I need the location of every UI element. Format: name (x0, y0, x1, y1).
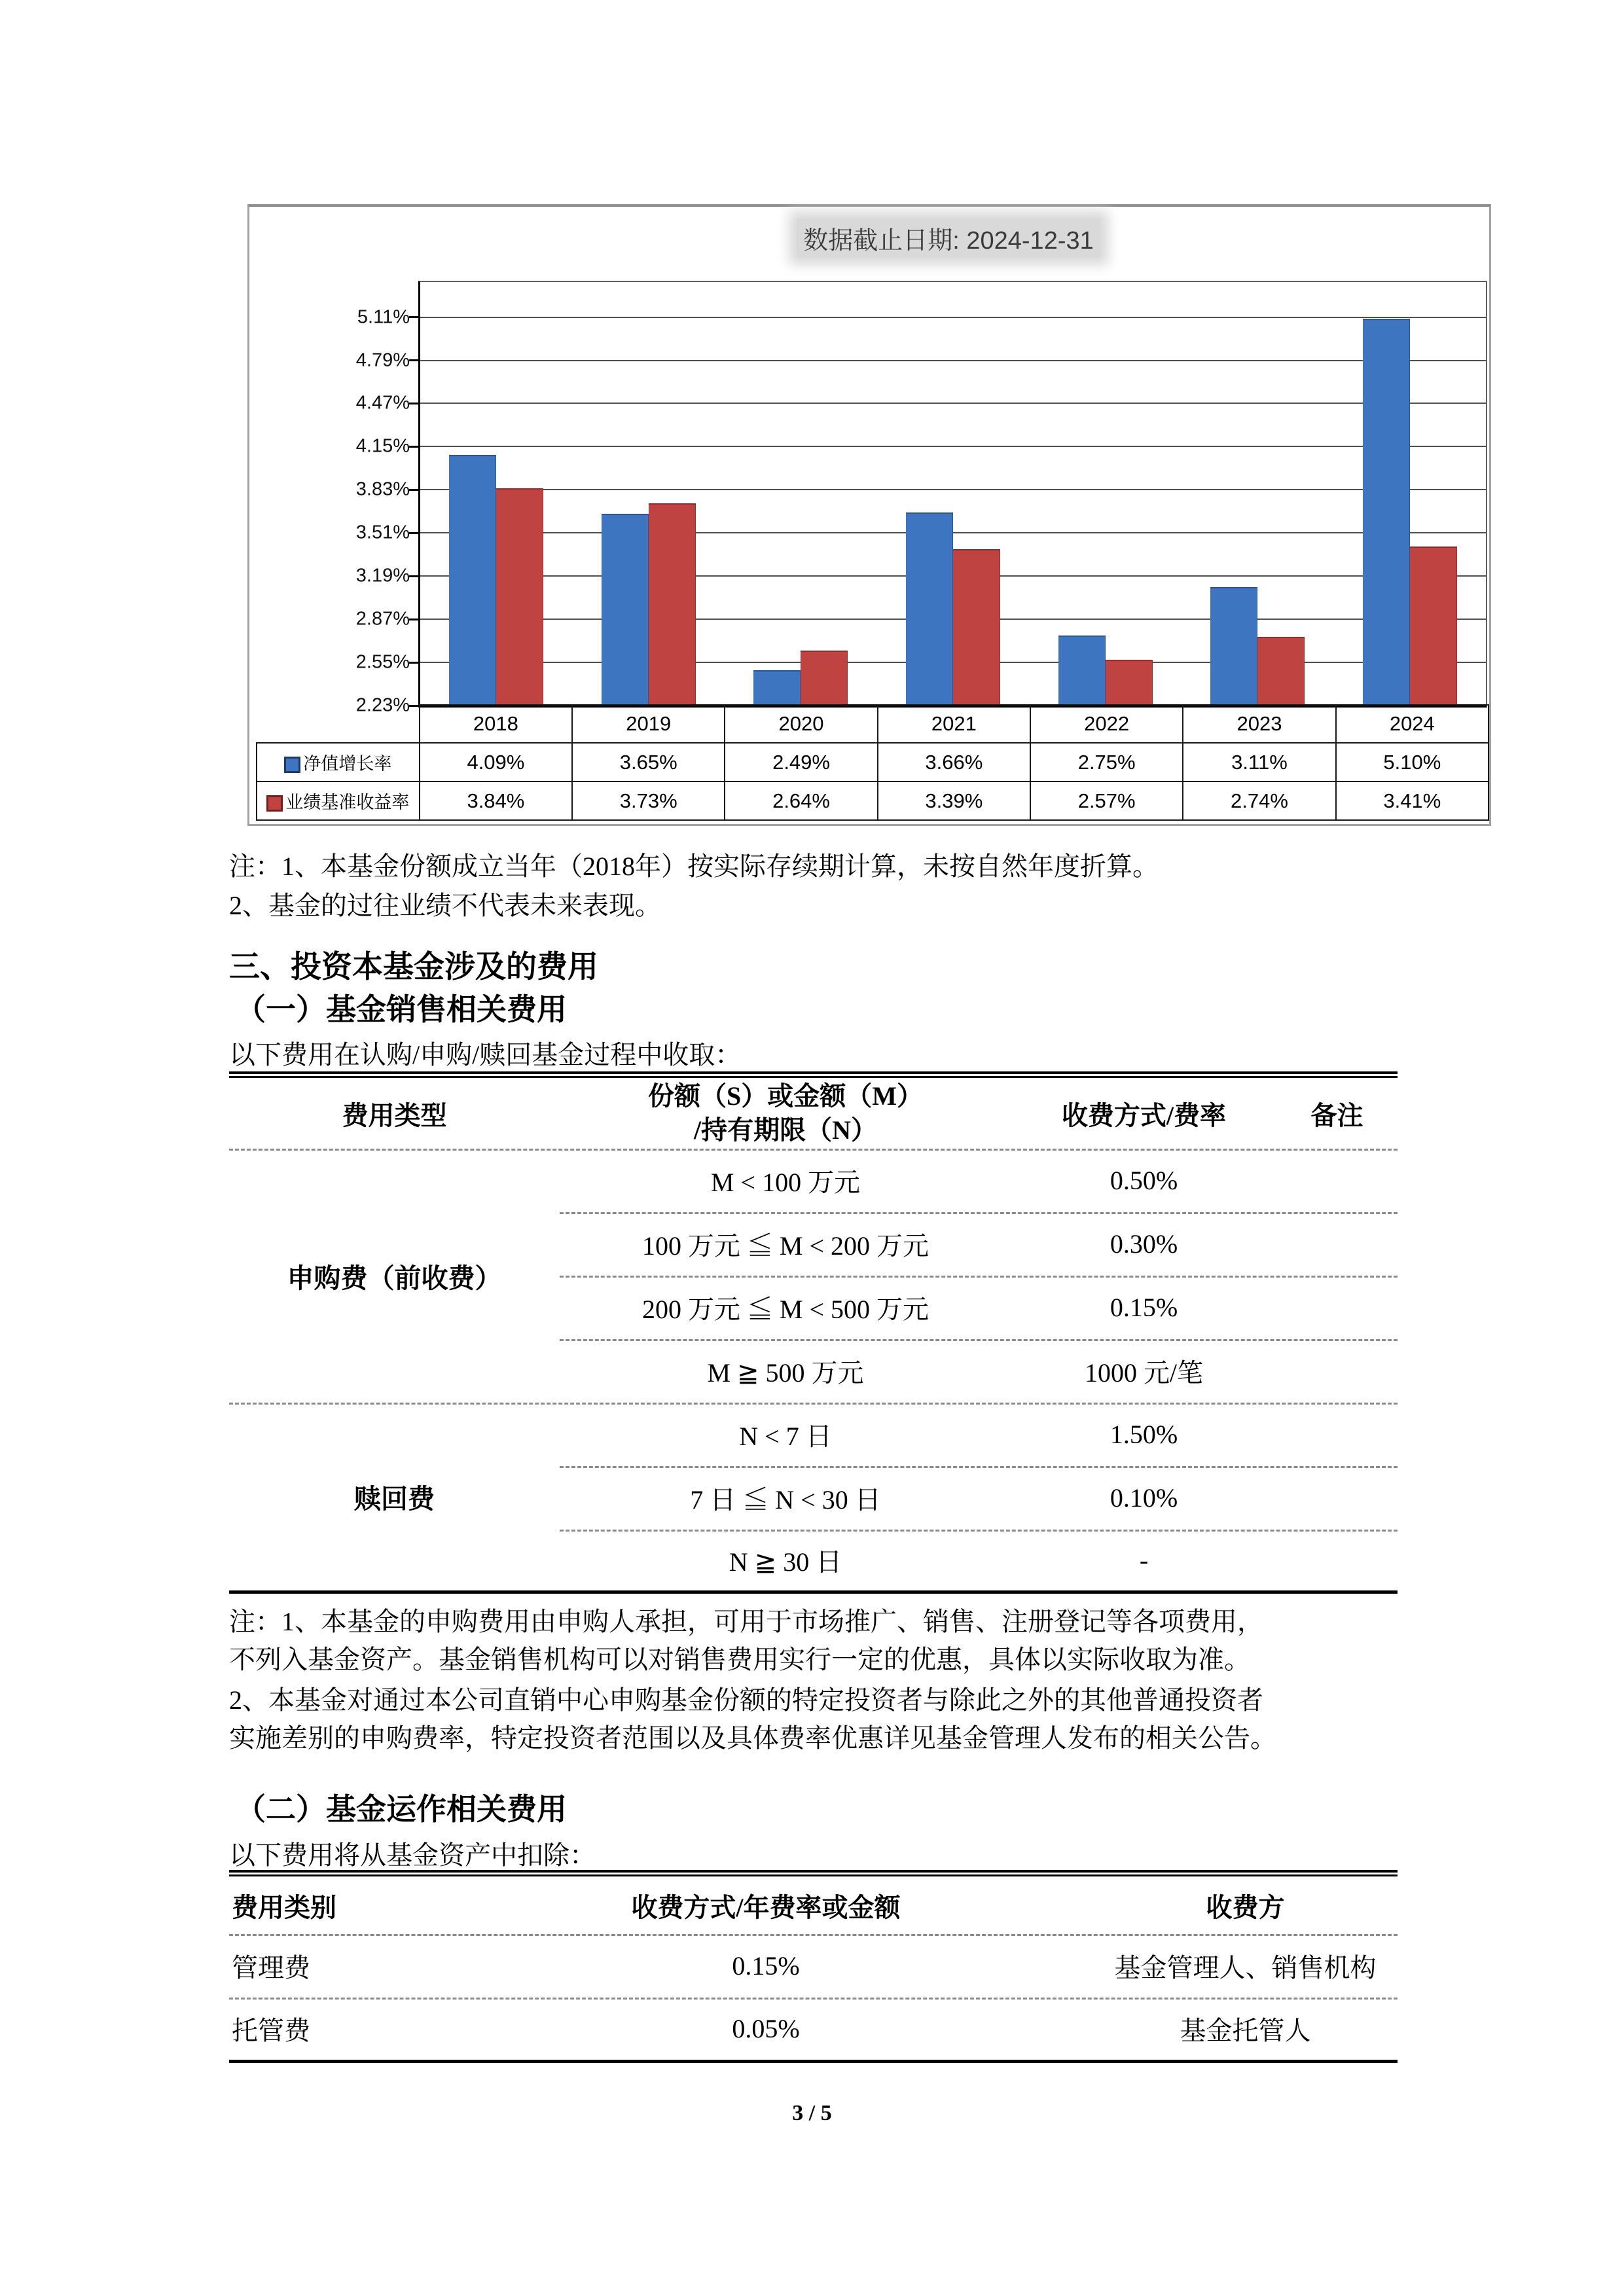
chart-legend-table (256, 704, 1489, 821)
rate-cell: - (1139, 1545, 1149, 1575)
condition-cell: M < 100 万元 (710, 1168, 861, 1197)
y-tick-label: 2.87% (355, 608, 410, 630)
group-label-redemption-fee: 赎回费 (354, 1484, 435, 1514)
legend-corner-cell (257, 705, 420, 743)
value-cell: 5.10% (1336, 743, 1489, 781)
header-amount-line1: 份额（S）或金额（M） (648, 1081, 923, 1111)
table-top-rule (229, 1071, 1398, 1078)
year-cell: 2018 (420, 705, 572, 743)
bar-benchmark-2023 (1257, 637, 1305, 706)
bar-nav-growth-2021 (906, 512, 953, 706)
legend-label: 业绩基准收益率 (285, 793, 410, 812)
fee-type-cell: 托管费 (232, 2016, 310, 2045)
value-cell: 2.75% (1030, 743, 1183, 781)
rate-cell: 0.30% (1110, 1229, 1178, 1259)
y-tick-label: 4.47% (355, 392, 410, 414)
gridline (420, 489, 1486, 490)
rate-cell: 0.15% (1110, 1293, 1178, 1322)
value-cell: 2.64% (725, 781, 877, 820)
year-cell: 2024 (1336, 705, 1489, 743)
fee-type-cell: 管理费 (232, 1953, 310, 1982)
group-label-subscription-fee: 申购费（前收费） (287, 1263, 502, 1293)
payee-cell: 基金管理人、销售机构 (1114, 1953, 1377, 1982)
bar-benchmark-2024 (1410, 547, 1457, 706)
gridline (420, 360, 1486, 361)
bar-nav-growth-2020 (753, 670, 801, 706)
subsection-2-heading: （二）基金运作相关费用 (236, 1793, 567, 1826)
sales-note-line-3: 2、本基金对通过本公司直销中心申购基金份额的特定投资者与除此之外的其他普通投资者 (229, 1685, 1263, 1715)
rate-cell: 0.05% (732, 2014, 800, 2043)
bar-benchmark-2019 (649, 503, 696, 706)
y-tick-mark (409, 489, 418, 491)
y-tick-mark (409, 403, 418, 404)
y-tick-mark (409, 575, 418, 577)
row-divider (560, 1339, 1398, 1341)
value-cell: 3.11% (1183, 743, 1335, 781)
rate-cell: 0.50% (1110, 1166, 1178, 1195)
bar-benchmark-2018 (496, 488, 543, 706)
header-annual-rate: 收费方式/年费率或金额 (631, 1892, 901, 1922)
legend-cell-nav-growth (257, 743, 420, 781)
series-row (257, 781, 1489, 820)
year-cell: 2019 (572, 705, 725, 743)
operating-fee-table (229, 1870, 1398, 2063)
bar-benchmark-2020 (801, 651, 848, 706)
value-cell: 2.49% (725, 743, 877, 781)
y-tick-label: 4.79% (355, 350, 410, 371)
performance-chart (247, 204, 1491, 826)
bar-nav-growth-2023 (1210, 587, 1257, 706)
y-tick-mark (409, 359, 418, 361)
sales-fee-table (229, 1071, 1398, 1594)
value-cell: 3.41% (1336, 781, 1489, 820)
header-amount-line2: /持有期限（N） (694, 1115, 877, 1145)
year-row (257, 705, 1489, 743)
row-divider (229, 1403, 1398, 1405)
rate-cell: 0.15% (732, 1951, 800, 1981)
table-top-rule (229, 1870, 1398, 1876)
y-tick-label: 3.19% (355, 565, 410, 586)
header-remark: 备注 (1310, 1100, 1363, 1130)
row-divider (560, 1276, 1398, 1278)
bar-benchmark-2022 (1106, 660, 1153, 706)
condition-cell: 7 日 ≦ N < 30 日 (690, 1485, 881, 1515)
plot-area (355, 281, 1487, 716)
section-heading: 三、投资本基金涉及的费用 (229, 950, 598, 984)
value-cell: 3.65% (572, 743, 725, 781)
table-row (229, 1934, 1398, 1998)
rate-cell: 0.10% (1110, 1483, 1178, 1513)
header-rate: 收费方式/费率 (1061, 1100, 1227, 1130)
condition-cell: 100 万元 ≦ M < 200 万元 (641, 1231, 929, 1261)
row-divider (560, 1530, 1398, 1532)
y-tick-label: 2.23% (355, 694, 410, 716)
value-cell: 2.57% (1030, 781, 1183, 820)
y-tick-label: 5.11% (357, 306, 410, 328)
y-tick-mark (409, 662, 418, 664)
year-cell: 2023 (1183, 705, 1335, 743)
year-cell: 2020 (725, 705, 877, 743)
chart-note-line-1: 注：1、本基金份额成立当年（2018年）按实际存续期计算，未按自然年度折算。 (229, 852, 1159, 881)
header-amount-term (560, 1079, 1011, 1147)
chart-title: 数据截止日期: 2024-12-31 (797, 219, 1100, 257)
value-cell: 3.39% (878, 781, 1030, 820)
bar-benchmark-2021 (953, 549, 1000, 706)
row-divider (560, 1466, 1398, 1468)
page-number: 3 / 5 (792, 2101, 832, 2125)
operating-fee-intro: 以下费用将从基金资产中扣除： (229, 1840, 596, 1870)
gridline (420, 403, 1486, 404)
value-cell: 3.66% (878, 743, 1030, 781)
year-cell: 2022 (1030, 705, 1183, 743)
y-tick-mark (409, 532, 418, 534)
bar-nav-growth-2022 (1058, 636, 1106, 706)
row-divider (229, 1934, 1398, 1936)
legend-label: 净值增长率 (303, 754, 392, 774)
payee-cell: 基金托管人 (1180, 2016, 1311, 2045)
condition-cell: N ≧ 30 日 (729, 1547, 842, 1577)
y-tick-label: 3.83% (355, 478, 410, 500)
condition-cell: N < 7 日 (739, 1422, 832, 1451)
header-fee-type: 费用类型 (342, 1100, 447, 1130)
value-cell: 4.09% (420, 743, 572, 781)
rate-cell: 1000 元/笔 (1084, 1358, 1204, 1388)
row-divider (229, 1998, 1398, 2000)
y-tick-mark (409, 316, 418, 318)
table-row (229, 1998, 1398, 2060)
sales-note-line-4: 实施差别的申购费率，特定投资者范围以及具体费率优惠详见基金管理人发布的相关公告。 (229, 1723, 1276, 1753)
benchmark-swatch-icon (266, 795, 283, 812)
y-tick-label: 4.15% (355, 435, 410, 457)
value-cell: 3.84% (420, 781, 572, 820)
condition-cell: 200 万元 ≦ M < 500 万元 (641, 1295, 929, 1324)
y-tick-mark (409, 619, 418, 620)
subsection-1-heading: （一）基金销售相关费用 (236, 993, 567, 1026)
bar-nav-growth-2019 (602, 514, 649, 706)
condition-cell: M ≧ 500 万元 (707, 1358, 864, 1388)
sales-note-line-2: 不列入基金资产。基金销售机构可以对销售费用实行一定的优惠，具体以实际收取为准。 (229, 1645, 1250, 1674)
bar-nav-growth-2018 (449, 455, 496, 706)
gridline (420, 446, 1486, 447)
nav-growth-swatch-icon (284, 757, 300, 773)
row-divider (229, 1149, 1398, 1151)
legend-cell-benchmark (257, 781, 420, 820)
header-payee: 收费方 (1206, 1892, 1285, 1922)
gridline (420, 532, 1486, 533)
y-tick-mark (409, 446, 418, 448)
operating-fee-table-header (229, 1876, 1398, 1934)
sales-fee-intro: 以下费用在认购/申购/赎回基金过程中收取： (229, 1040, 742, 1069)
series-row (257, 743, 1489, 781)
bar-nav-growth-2024 (1363, 319, 1410, 706)
value-cell: 3.73% (572, 781, 725, 820)
chart-note-line-2: 2、基金的过往业绩不代表未来表现。 (229, 891, 661, 920)
value-cell: 2.74% (1183, 781, 1335, 820)
rate-cell: 1.50% (1110, 1420, 1178, 1449)
header-fee-category: 费用类别 (232, 1892, 336, 1922)
gridline (420, 317, 1486, 318)
sales-fee-table-header (229, 1078, 1398, 1149)
sales-note-line-1: 注：1、本基金的申购费用由申购人承担，可用于市场推广、销售、注册登记等各项费用， (229, 1607, 1263, 1636)
year-cell: 2021 (878, 705, 1030, 743)
y-tick-label: 3.51% (355, 522, 410, 543)
y-tick-label: 2.55% (355, 651, 410, 673)
row-divider (560, 1212, 1398, 1214)
